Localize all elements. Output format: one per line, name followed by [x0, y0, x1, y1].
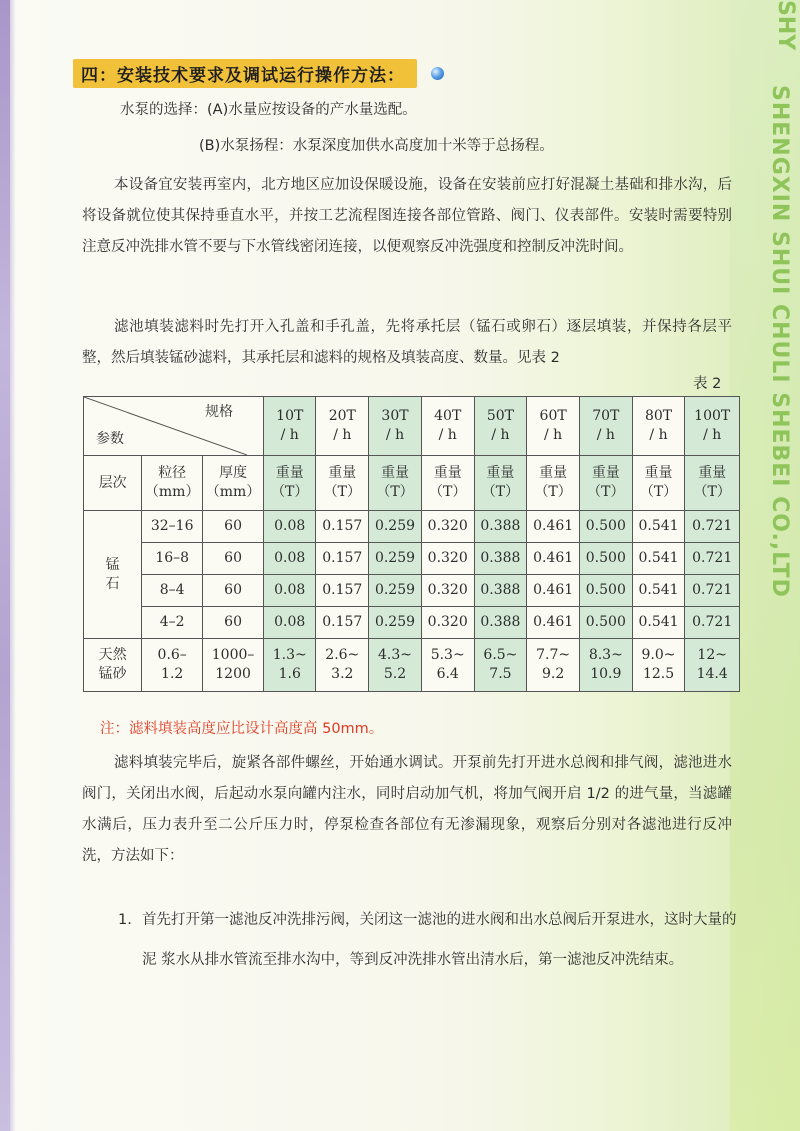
- model-header: 100T / h: [685, 397, 740, 456]
- model-header: 30T / h: [369, 397, 422, 456]
- weight-cell: 0.259: [369, 607, 422, 639]
- weight-cell: 4.3~ 5.2: [369, 639, 422, 692]
- weight-cell: 0.541: [632, 511, 685, 543]
- weight-cell: 0.388: [474, 543, 527, 575]
- model-header: 10T / h: [264, 397, 316, 456]
- commissioning-paragraph: 滤料填装完毕后，旋紧各部件螺丝，开始通水调试。开泵前先打开进水总阀和排气阀，滤池进水阀门，关闭出水阀，后起动水泵向罐内注水，同时启动加气机，将加气阀开启 1/2 的进气量，当滤罐水满后，压力表升至二公斤压力时，停泵检查各部位有无渗漏现象，观察后分别对各滤池进行反冲洗，方法如下：: [82, 755, 732, 864]
- model-header: 70T / h: [579, 397, 632, 456]
- weight-cell: 0.388: [474, 575, 527, 607]
- size-cell: 4–2: [142, 607, 203, 639]
- pump-selection-line: 水泵的选择：(A)水量应按设备的产水量选配。: [120, 102, 417, 118]
- weight-cell: 0.541: [632, 575, 685, 607]
- weight-cell: 0.541: [632, 543, 685, 575]
- table-row: [84, 575, 740, 607]
- weight-cell: 0.259: [369, 511, 422, 543]
- weight-cell: 0.157: [316, 511, 369, 543]
- weight-cell: 0.500: [579, 575, 632, 607]
- layer-header: 层次: [84, 456, 142, 511]
- weight-header: 重量 （T）: [579, 456, 632, 511]
- weight-cell: 0.461: [527, 607, 580, 639]
- weight-cell: 0.08: [264, 511, 316, 543]
- model-header: 50T / h: [474, 397, 527, 456]
- thickness-cell: 60: [203, 575, 264, 607]
- weight-cell: 5.3~ 6.4: [421, 639, 474, 692]
- weight-cell: 7.7~ 9.2: [527, 639, 580, 692]
- weight-cell: 0.320: [421, 607, 474, 639]
- weight-cell: 0.320: [421, 543, 474, 575]
- weight-cell: 0.157: [316, 575, 369, 607]
- table-row: [84, 543, 740, 575]
- thickness-cell: 60: [203, 607, 264, 639]
- page-edge-shadow: [10, 0, 16, 1131]
- model-header: 60T / h: [527, 397, 580, 456]
- weight-header: 重量 （T）: [264, 456, 316, 511]
- weight-cell: 2.6~ 3.2: [316, 639, 369, 692]
- weight-cell: 0.157: [316, 543, 369, 575]
- weight-header: 重量 （T）: [421, 456, 474, 511]
- pump-head-line: (B)水泵扬程：水泵深度加供水高度加十米等于总扬程。: [199, 138, 554, 154]
- weight-cell: 0.461: [527, 511, 580, 543]
- table-row: [84, 607, 740, 639]
- weight-cell: 0.08: [264, 607, 316, 639]
- table-label: 表 2: [693, 376, 722, 392]
- weight-cell: 0.461: [527, 575, 580, 607]
- weight-cell: 0.500: [579, 543, 632, 575]
- weight-cell: 6.5~ 7.5: [474, 639, 527, 692]
- weight-cell: 0.721: [685, 511, 740, 543]
- thickness-header: 厚度 （mm）: [203, 456, 264, 511]
- weight-cell: 9.0~ 12.5: [632, 639, 685, 692]
- weight-cell: 0.320: [421, 575, 474, 607]
- size-cell: 8–4: [142, 575, 203, 607]
- size-cell: 0.6– 1.2: [142, 639, 203, 692]
- section-heading-label: 四：安装技术要求及调试运行操作方法：: [73, 59, 417, 88]
- model-header: 40T / h: [421, 397, 474, 456]
- weight-header: 重量 （T）: [685, 456, 740, 511]
- size-cell: 32–16: [142, 511, 203, 543]
- weight-header: 重量 （T）: [474, 456, 527, 511]
- weight-cell: 0.259: [369, 575, 422, 607]
- weight-cell: 0.08: [264, 543, 316, 575]
- table-header-row: [84, 397, 740, 456]
- install-paragraph: 本设备宜安装再室内，北方地区应加设保暖设施，设备在安装前应打好混凝土基础和排水沟，后将设备就位使其保持垂直水平，并按工艺流程图连接各部位管路、阀门、仪表部件。安装时需要特别注意反冲洗排水管不要与下水管线密闭连接，以便观察反冲洗强度和控制反冲洗时间。: [82, 177, 732, 255]
- side-text-top: SHY: [773, 0, 798, 51]
- list-item: [118, 900, 738, 980]
- size-header: 粒径 （mm）: [142, 456, 203, 511]
- list-item-number: 1.: [118, 912, 132, 928]
- weight-cell: 0.259: [369, 543, 422, 575]
- weight-cell: 0.541: [632, 607, 685, 639]
- weight-cell: 0.388: [474, 511, 527, 543]
- weight-header: 重量 （T）: [527, 456, 580, 511]
- thickness-cell: 60: [203, 543, 264, 575]
- table-unit-row: [84, 456, 740, 511]
- table-row: [84, 511, 740, 543]
- weight-cell: 0.500: [579, 607, 632, 639]
- model-header: 80T / h: [632, 397, 685, 456]
- model-header: 20T / h: [316, 397, 369, 456]
- bullet-dot-icon: [431, 67, 444, 80]
- weight-cell: 8.3~ 10.9: [579, 639, 632, 692]
- weight-cell: 0.320: [421, 511, 474, 543]
- weight-cell: 1.3~ 1.6: [264, 639, 316, 692]
- weight-cell: 0.500: [579, 511, 632, 543]
- thickness-cell: 60: [203, 511, 264, 543]
- weight-cell: 0.461: [527, 543, 580, 575]
- weight-cell: 0.157: [316, 607, 369, 639]
- list-item-text: 首先打开第一滤池反冲洗排污阀，关闭这一滤池的进水阀和出水总阀后开泵进水，这时大量的泥 浆水从排水管流至排水沟中，等到反冲洗排水管出清水后，第一滤池反冲洗结束。: [142, 912, 737, 968]
- page-edge: [0, 0, 10, 1131]
- weight-cell: 0.388: [474, 607, 527, 639]
- weight-cell: 0.721: [685, 607, 740, 639]
- weight-cell: 0.08: [264, 575, 316, 607]
- size-cell: 16–8: [142, 543, 203, 575]
- sand-label: 天然 锰砂: [84, 639, 142, 692]
- weight-header: 重量 （T）: [316, 456, 369, 511]
- thickness-cell: 1000– 1200: [203, 639, 264, 692]
- table-corner-cell: [84, 397, 264, 456]
- table-row: [84, 639, 740, 692]
- fill-paragraph: 滤池填装滤料时先打开入孔盖和手孔盖，先将承托层（锰石或卵石）逐层填装，并保持各层平整，然后填装锰砂滤料，其承托层和滤料的规格及填装高度、数量。见表 2: [82, 319, 732, 366]
- weight-header: 重量 （T）: [369, 456, 422, 511]
- section-heading: [73, 60, 444, 86]
- weight-header: 重量 （T）: [632, 456, 685, 511]
- weight-cell: 0.721: [685, 543, 740, 575]
- corner-param-label: 参数: [96, 431, 124, 447]
- mn-stone-label: 锰 石: [84, 511, 142, 639]
- filter-spec-table: [83, 396, 740, 692]
- weight-cell: 12~ 14.4: [685, 639, 740, 692]
- side-company-text: SHENGXIN SHUI CHULI SHEBEI CO.,LTD: [767, 85, 792, 598]
- fill-height-note: 注：滤料填装高度应比设计高度高 50mm。: [100, 721, 384, 737]
- weight-cell: 0.721: [685, 575, 740, 607]
- corner-spec-label: 规格: [205, 404, 234, 420]
